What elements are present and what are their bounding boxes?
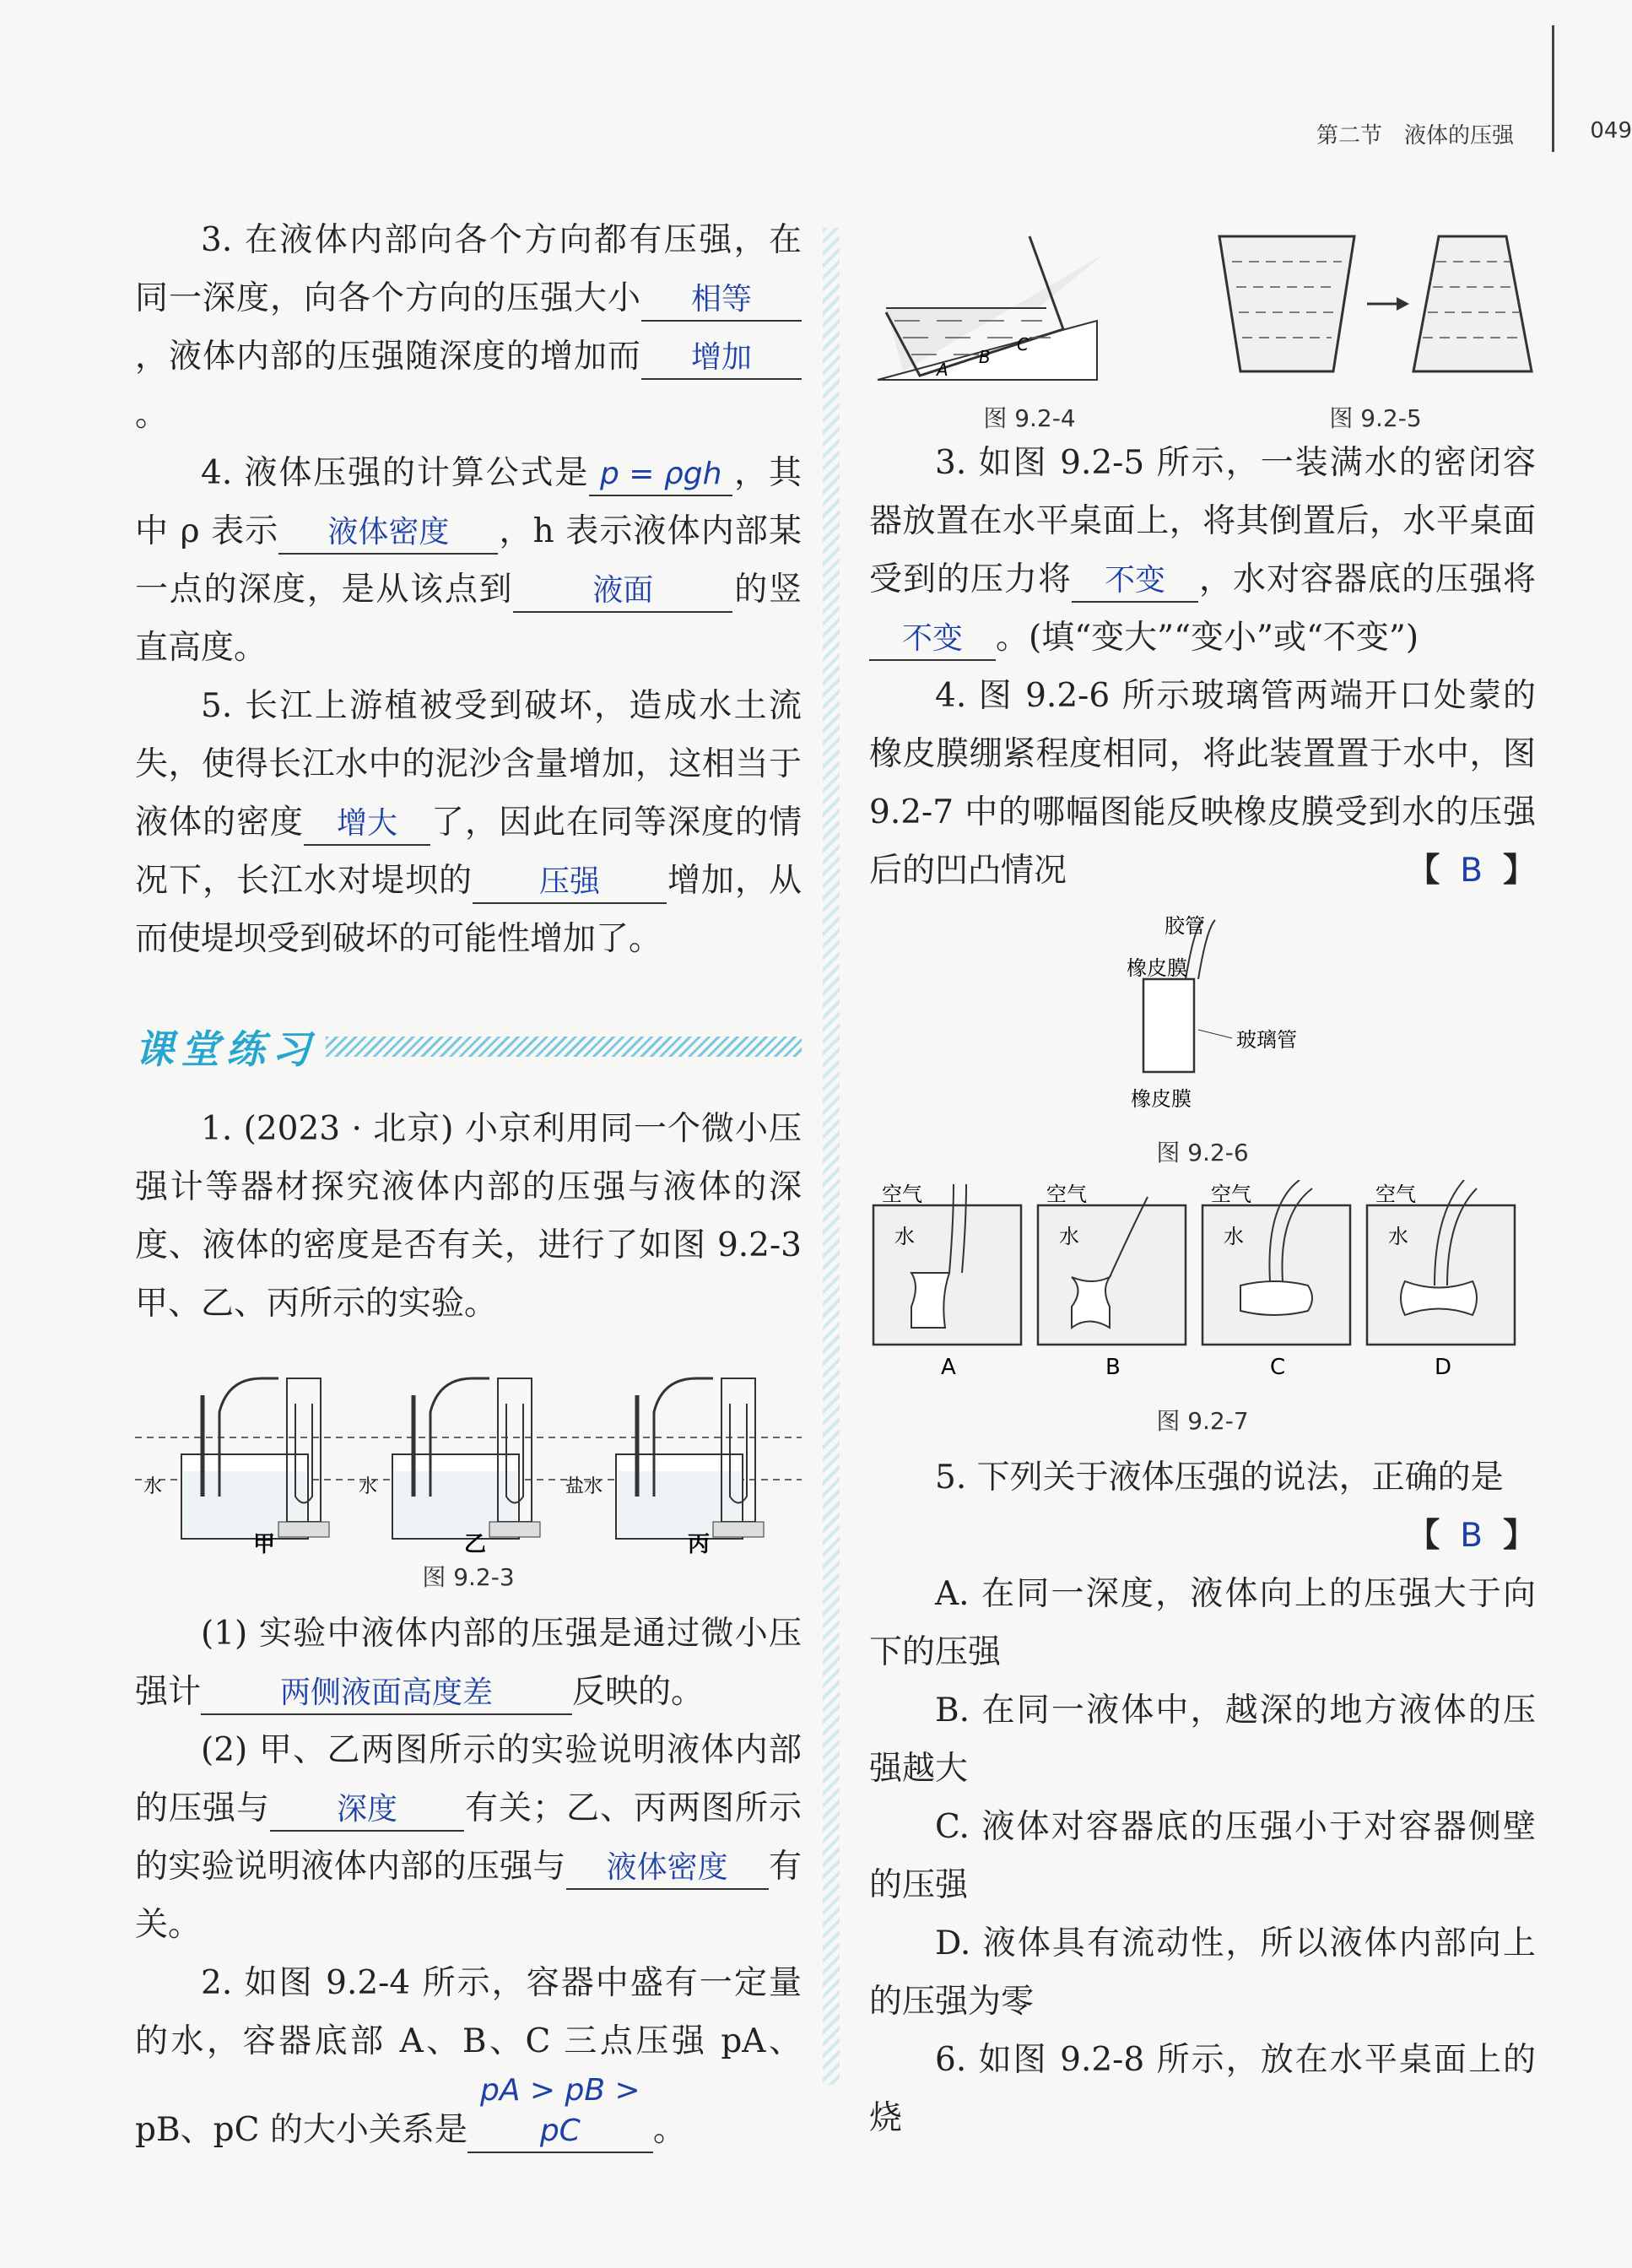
exercise-2: 2. 如图 9.2-4 所示，容器中盛有一定量的水，容器底部 A、B、C 三点压强 pA、pB、pC 的大小关系是pA > pB > pC 。 [135,1954,802,2159]
svg-text:空气: 空气 [1046,1183,1087,1206]
answer-blank: pA > pB > pC [467,2070,653,2153]
svg-text:水: 水 [1388,1225,1408,1248]
svg-text:空气: 空气 [882,1183,922,1206]
answer-blank: 增加 [641,338,802,380]
page-number: 049 [1590,118,1632,143]
svg-text:C: C [1270,1355,1286,1380]
answer-blank: 两侧液面高度差 [201,1673,572,1715]
svg-text:水: 水 [1224,1225,1244,1248]
column-divider [823,228,840,2085]
membrane-options-diagram [869,1180,1536,1399]
label-glass-tube: 玻璃管 [1236,1028,1297,1052]
inverted-container-diagram [1215,211,1536,397]
figure-9-2-7 [869,1180,1536,1437]
option-a: A. 在同一深度，液体向上的压强大于向下的压强 [869,1575,1536,1671]
answer-blank: 相等 [641,279,802,322]
svg-text:A: A [941,1355,956,1380]
figure-9-2-4 [869,211,1190,434]
figure-caption: 图 9.2-4 [983,404,1076,432]
title-stripes [326,1037,802,1057]
option-d: D. 液体具有流动性，所以液体内部向上的压强为零 [869,1924,1536,2021]
label-jia: 甲 [253,1532,276,1556]
question-5: 5. 长江上游植被受到破坏，造成水土流失，使得长江水中的泥沙含量增加，这相当于液体的密度 增大 了，因此在同等深度的情况下，长江水对堤坝的 压强 增加，从而使堤坝受到破坏的可能性增加了。 [135,687,802,958]
exercise-3: 3. 如图 9.2-5 所示，一装满水的密闭容器放置在水平桌面上，将其倒置后，水平桌面受到的压力将 不变 ，水对容器底的压强将不变 。(填“变大”“变小”或“不变”) [869,434,1536,667]
answer-blank: 液面 [513,571,732,613]
left-column [135,211,802,2159]
figure-caption: 图 9.2-3 [422,1563,515,1591]
answer-blank: 不变 [869,619,996,661]
label-hose: 胶管 [1165,914,1205,938]
figure-caption: 图 9.2-6 [1156,1139,1249,1166]
option-a-diagram [873,1183,1021,1380]
option-d-diagram [1367,1180,1515,1380]
section-header: 第二节 液体的压强 [1316,123,1514,149]
beaker-jia [181,1378,329,1539]
exercise-1-intro: 1. (2023 · 北京) 小京利用同一个微小压强计等器材探究液体内部的压强与液体的深度、液体的密度是否有关，进行了如图 9.2-3 甲、乙、丙所示的实验。 [135,1110,802,1323]
question-3: 3. 在液体内部向各个方向都有压强，在同一深度，向各个方向的压强大小 相等，液体内部的压强随深度的增加而 增加。 [135,221,802,434]
svg-text:空气: 空气 [1375,1183,1416,1206]
point-b-label: B [979,347,991,367]
label-membrane-bottom: 橡皮膜 [1131,1087,1192,1111]
right-column [869,211,1536,2147]
label-yi: 乙 [464,1532,487,1556]
answer-blank: 深度 [270,1789,464,1832]
question-4: 4. 液体压强的计算公式是 p = ρgh ，其中 ρ 表示 液体密度 ，h 表示液体内部某一点的深度，是从该点到 液面 的竖直高度。 [135,454,802,667]
answer-blank: 液体密度 [566,1848,769,1890]
figure-caption: 图 9.2-5 [1329,404,1422,432]
label-bing: 丙 [688,1532,711,1556]
option-b: B. 在同一液体中，越深的地方液体的压强越大 [869,1692,1536,1788]
beaker-bing [616,1378,764,1539]
exercise-5: 5. 下列关于液体压强的说法，正确的是 [935,1459,1504,1497]
answer-bracket: 【 B 】 [1407,1517,1536,1555]
figure-9-2-6 [869,912,1536,1168]
glass-tube-diagram [1076,912,1329,1131]
svg-text:空气: 空气 [1211,1183,1251,1206]
point-a-label: A [937,360,948,380]
figure-9-2-5 [1215,211,1536,434]
answer-blank: 液体密度 [278,512,498,555]
beaker-yi [392,1378,540,1539]
exercise-6: 6. 如图 9.2-8 所示，放在水平桌面上的烧 [869,2041,1536,2137]
label-water-2: 水 [359,1476,378,1497]
answer-blank: 压强 [473,862,667,904]
label-salt-water: 盐水 [565,1476,603,1497]
svg-text:水: 水 [894,1225,915,1248]
exercise-1-sub-1: (1) 实验中液体内部的压强是通过微小压强计 两侧液面高度差 反映的。 [135,1605,802,1721]
container-diagram [869,211,1190,397]
exercise-1-sub-2: (2) 甲、乙两图所示的实验说明液体内部的压强与 深度 有关；乙、丙两图所示的实验说明液体内部的压强与 液体密度 有关。 [135,1731,802,1944]
option-c-diagram [1202,1180,1350,1380]
figures-9-2-4-and-5 [869,211,1536,434]
figure-caption: 图 9.2-7 [1156,1407,1249,1435]
label-membrane-top: 橡皮膜 [1127,956,1187,980]
answer-blank: p = ρgh [589,454,732,496]
exercise-4: 4. 图 9.2-6 所示玻璃管两端开口处蒙的橡皮膜绷紧程度相同，将此装置置于水中，图 9.2-7 中的哪幅图能反映橡皮膜受到水的压强后的凹凸情况 【 B 】 [869,667,1536,900]
svg-text:B: B [1105,1355,1121,1380]
label-water-1: 水 [143,1476,163,1497]
svg-text:水: 水 [1059,1225,1079,1248]
header-rule [1552,25,1554,152]
answer-blank: 增大 [304,804,430,846]
option-c: C. 液体对容器底的压强小于对容器侧壁的压强 [869,1808,1536,1904]
point-c-label: C [1017,334,1029,355]
answer-bracket: 【 B 】 [1407,852,1536,890]
svg-text:D: D [1435,1355,1452,1380]
figure-9-2-3 [135,1345,802,1593]
exercise-5-answer [869,1507,1536,1565]
option-b-diagram [1038,1183,1186,1380]
answer-blank: 不变 [1072,560,1198,603]
section-title: 课堂练习 [135,1019,802,1074]
pressure-gauge-diagram [135,1345,802,1556]
